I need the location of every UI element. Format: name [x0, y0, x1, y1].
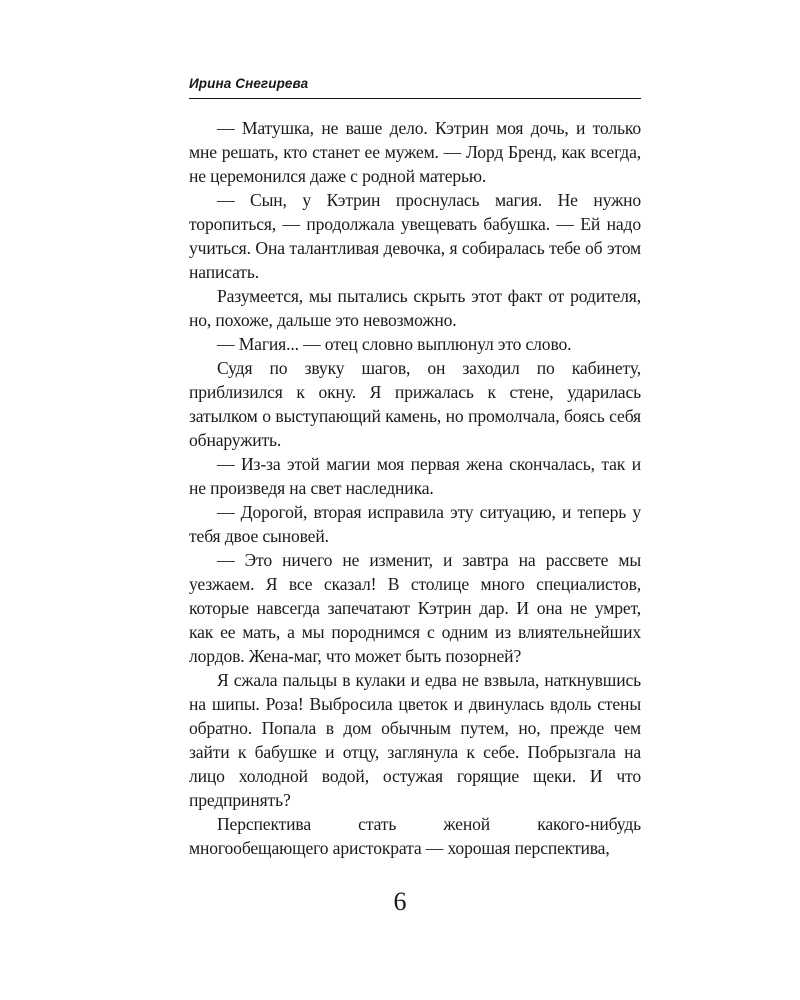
- header-rule: [189, 98, 641, 99]
- page-number: 6: [393, 887, 407, 916]
- running-header: [189, 74, 641, 96]
- paragraph: Разумеется, мы пытались скрыть этот факт от родителя, но, похоже, дальше это невозможно.: [189, 286, 641, 330]
- paragraph: — Это ничего не изменит, и завтра на рассвете мы уезжаем. Я все сказал! В столице много специалистов, которые навсегда запечатают Кэтрин дар. И она не умрет, как ее мать, а мы породнимся с одним из влиятельнейших лордов. Жена-маг, что может быть позорней?: [189, 550, 641, 666]
- paragraph: — Из-за этой магии моя первая жена скончалась, так и не произведя на свет наследника.: [189, 454, 641, 498]
- paragraph: — Дорогой, вторая исправила эту ситуацию, и теперь у тебя двое сыновей.: [189, 502, 641, 546]
- paragraph: Перспектива стать женой какого-нибудь многообещающего аристократа — хорошая перспектива,: [189, 814, 641, 858]
- paragraph: — Сын, у Кэтрин проснулась магия. Не нужно торопиться, — продолжала увещевать бабушка. — Ей надо учиться. Она талантливая девочка, я собиралась тебе об этом написать.: [189, 190, 641, 282]
- author-name: Ирина Снегирева: [189, 76, 309, 91]
- body-text: [189, 116, 641, 860]
- paragraph: — Матушка, не ваше дело. Кэтрин моя дочь, и только мне решать, кто станет ее мужем. — Лорд Бренд, как всегда, не церемонился даже с родной матерью.: [189, 118, 641, 186]
- paragraph: Судя по звуку шагов, он заходил по кабинету, приблизился к окну. Я прижалась к стене, ударилась затылком о выступающий камень, но промолчала, боясь себя обнаружить.: [189, 358, 641, 450]
- paragraph: Я сжала пальцы в кулаки и едва не взвыла, наткнувшись на шипы. Роза! Выбросила цветок и двинулась вдоль стены обратно. Попала в дом обычным путем, но, прежде чем зайти к бабушке и отцу, заглянула к себе. Побрызгала на лицо холодной водой, остужая горящие щеки. И что предпринять?: [189, 670, 641, 810]
- paragraph: — Магия... — отец словно выплюнул это слово.: [217, 334, 572, 354]
